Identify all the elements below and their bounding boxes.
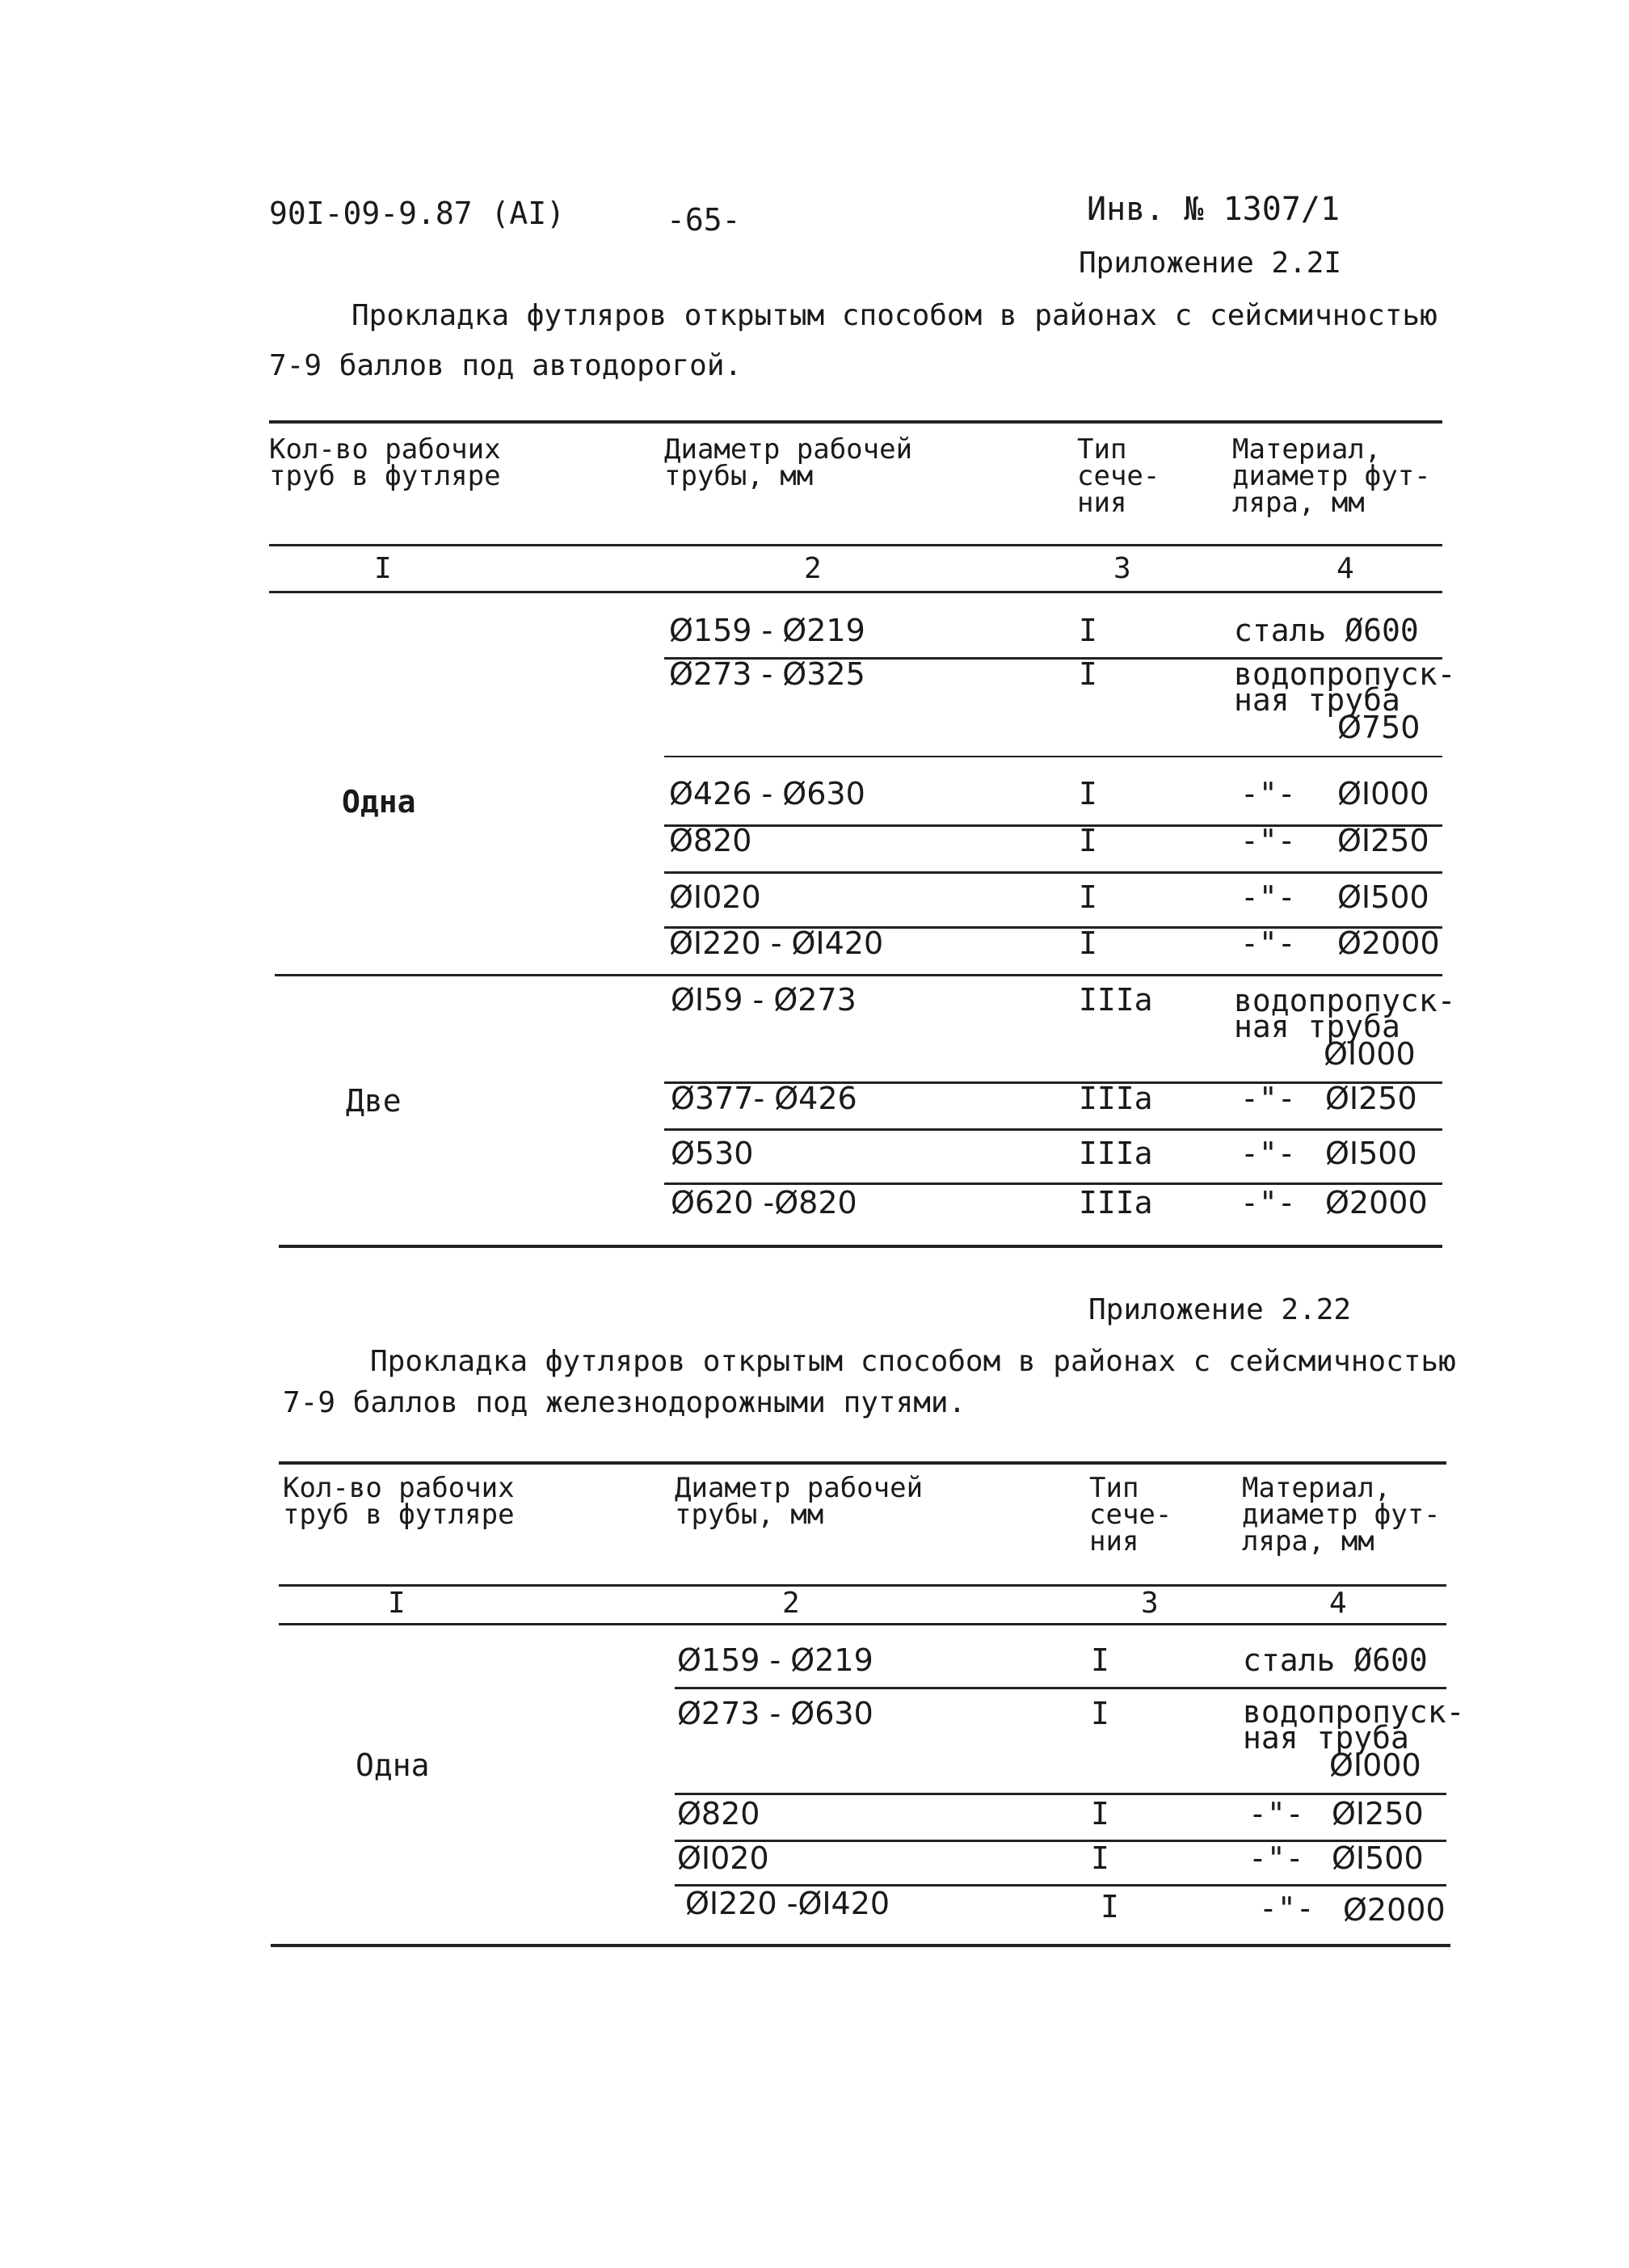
section-type: I xyxy=(1079,656,1097,692)
row-rule xyxy=(675,1840,1446,1842)
column-number-2: 2 xyxy=(804,552,822,585)
document-code: 90I-09-9.87 (AI) xyxy=(269,196,566,231)
pipe-diameter: Ø620 -Ø820 xyxy=(671,1185,857,1220)
section-type: I xyxy=(1101,1889,1119,1924)
section-title-line2: 7-9 баллов под железнодорожными путями. xyxy=(283,1386,966,1419)
page-number: -65- xyxy=(667,202,741,238)
section-type: I xyxy=(1091,1796,1109,1832)
pipe-diameter: Ø426 - Ø630 xyxy=(669,776,865,812)
column-header-type: Тип сече- ния xyxy=(1089,1472,1172,1558)
section-type: I xyxy=(1091,1642,1109,1678)
casing-material: Ø2000 xyxy=(1343,1892,1446,1928)
table-bottom-rule xyxy=(271,1944,1450,1947)
pipe-diameter: ØI220 -ØI420 xyxy=(685,1886,890,1921)
section-title-line1: Прокладка футляров открытым способом в районах с сейсмичностью xyxy=(351,299,1437,332)
casing-material: ØI250 xyxy=(1332,1796,1424,1832)
section-type: IIIа xyxy=(1079,1136,1153,1171)
column-number-4: 4 xyxy=(1336,552,1354,585)
casing-material: ØI000 xyxy=(1337,776,1429,812)
pipe-diameter: Ø159 - Ø219 xyxy=(669,613,865,648)
casing-material: ØI250 xyxy=(1337,823,1429,858)
casing-material-line3: ØI000 xyxy=(1329,1747,1421,1783)
pipe-diameter: Ø820 xyxy=(677,1796,760,1832)
section-type: I xyxy=(1079,879,1097,915)
header-rule xyxy=(279,1584,1446,1587)
row-rule xyxy=(664,871,1442,874)
column-number-3: 3 xyxy=(1141,1587,1159,1620)
casing-material: ØI500 xyxy=(1332,1840,1424,1876)
column-number-2: 2 xyxy=(782,1587,800,1620)
casing-material: ØI250 xyxy=(1325,1081,1417,1116)
column-number-1: I xyxy=(388,1587,406,1620)
ditto-mark: -"- xyxy=(1240,879,1296,915)
column-header-diameter: Диаметр рабочей трубы, мм xyxy=(664,433,913,492)
column-header-count: Кол-во рабочих труб в футляре xyxy=(283,1472,515,1531)
table-top-rule xyxy=(279,1461,1446,1465)
section-type: I xyxy=(1091,1696,1109,1731)
casing-material-line1: водопропуск- xyxy=(1234,656,1456,692)
section-type: I xyxy=(1079,613,1097,648)
row-rule xyxy=(664,756,1442,757)
table-bottom-rule xyxy=(279,1245,1442,1248)
ditto-mark: -"- xyxy=(1240,1081,1296,1116)
column-header-type: Тип сече- ния xyxy=(1077,433,1160,519)
pipe-diameter: Ø273 - Ø630 xyxy=(677,1696,873,1731)
column-number-1: I xyxy=(374,552,392,585)
ditto-mark: -"- xyxy=(1240,1136,1296,1171)
column-numbers-rule xyxy=(269,591,1442,593)
row-rule xyxy=(675,1793,1446,1795)
pipe-diameter: Ø530 xyxy=(671,1136,754,1171)
group-rule xyxy=(275,974,1442,976)
pipe-diameter: ØI59 - Ø273 xyxy=(671,982,857,1018)
casing-material-line2: ная труба xyxy=(1234,682,1400,718)
table-top-rule xyxy=(269,420,1442,424)
pipe-diameter: ØI220 - ØI420 xyxy=(669,925,884,961)
section-type: IIIа xyxy=(1079,1081,1153,1116)
row-rule xyxy=(664,1128,1442,1131)
column-header-diameter: Диаметр рабочей трубы, мм xyxy=(675,1472,924,1531)
group-label-one: Одна xyxy=(342,784,416,820)
row-rule xyxy=(675,1687,1446,1689)
ditto-mark: -"- xyxy=(1259,1891,1315,1926)
ditto-mark: -"- xyxy=(1240,776,1296,812)
inventory-number: Инв. № 1307/1 xyxy=(1087,191,1341,228)
column-number-4: 4 xyxy=(1329,1587,1347,1620)
row-rule xyxy=(664,824,1442,827)
casing-material-line3: Ø750 xyxy=(1337,710,1421,745)
ditto-mark: -"- xyxy=(1248,1840,1304,1876)
section-type: I xyxy=(1079,925,1097,961)
casing-material: Ø2000 xyxy=(1325,1185,1428,1220)
casing-material-line1: водопропуск- xyxy=(1234,983,1456,1018)
column-number-3: 3 xyxy=(1113,552,1131,585)
casing-material: ØI500 xyxy=(1325,1136,1417,1171)
pipe-diameter: Ø273 - Ø325 xyxy=(669,656,865,692)
column-header-count: Кол-во рабочих труб в футляре xyxy=(269,433,501,492)
section-title-line1: Прокладка футляров открытым способом в районах с сейсмичностью xyxy=(370,1345,1456,1378)
casing-material-line2: ная труба xyxy=(1243,1720,1409,1756)
section-type: I xyxy=(1079,776,1097,812)
ditto-mark: -"- xyxy=(1240,925,1296,961)
casing-material: Ø2000 xyxy=(1337,925,1440,961)
section-type: I xyxy=(1091,1840,1109,1876)
casing-material-line3: ØI000 xyxy=(1324,1036,1416,1072)
pipe-diameter: ØI020 xyxy=(669,879,761,915)
pipe-diameter: Ø159 - Ø219 xyxy=(677,1642,873,1678)
ditto-mark: -"- xyxy=(1248,1796,1304,1832)
casing-material-line2: ная труба xyxy=(1234,1009,1400,1044)
group-label-two: Две xyxy=(346,1083,402,1119)
header-rule xyxy=(269,544,1442,546)
casing-material: сталь Ø600 xyxy=(1234,613,1419,648)
section-title-line2: 7-9 баллов под автодорогой. xyxy=(269,349,743,382)
pipe-diameter: Ø377- Ø426 xyxy=(671,1081,857,1116)
pipe-diameter: ØI020 xyxy=(677,1840,769,1876)
casing-material-line1: водопропуск- xyxy=(1243,1694,1465,1730)
section-type: I xyxy=(1079,823,1097,858)
appendix-label: Приложение 2.22 xyxy=(1088,1293,1352,1326)
casing-material: ØI500 xyxy=(1337,879,1429,915)
appendix-label: Приложение 2.2I xyxy=(1079,247,1342,280)
column-header-material: Материал, диаметр фут- ляра, мм xyxy=(1242,1472,1441,1558)
ditto-mark: -"- xyxy=(1240,1185,1296,1220)
column-header-material: Материал, диаметр фут- ляра, мм xyxy=(1232,433,1431,519)
section-type: IIIа xyxy=(1079,1185,1153,1220)
section-type: IIIа xyxy=(1079,982,1153,1018)
column-numbers-rule xyxy=(279,1623,1446,1625)
ditto-mark: -"- xyxy=(1240,823,1296,858)
group-label-one: Одна xyxy=(356,1747,430,1783)
casing-material: сталь Ø600 xyxy=(1243,1642,1428,1678)
pipe-diameter: Ø820 xyxy=(669,823,752,858)
